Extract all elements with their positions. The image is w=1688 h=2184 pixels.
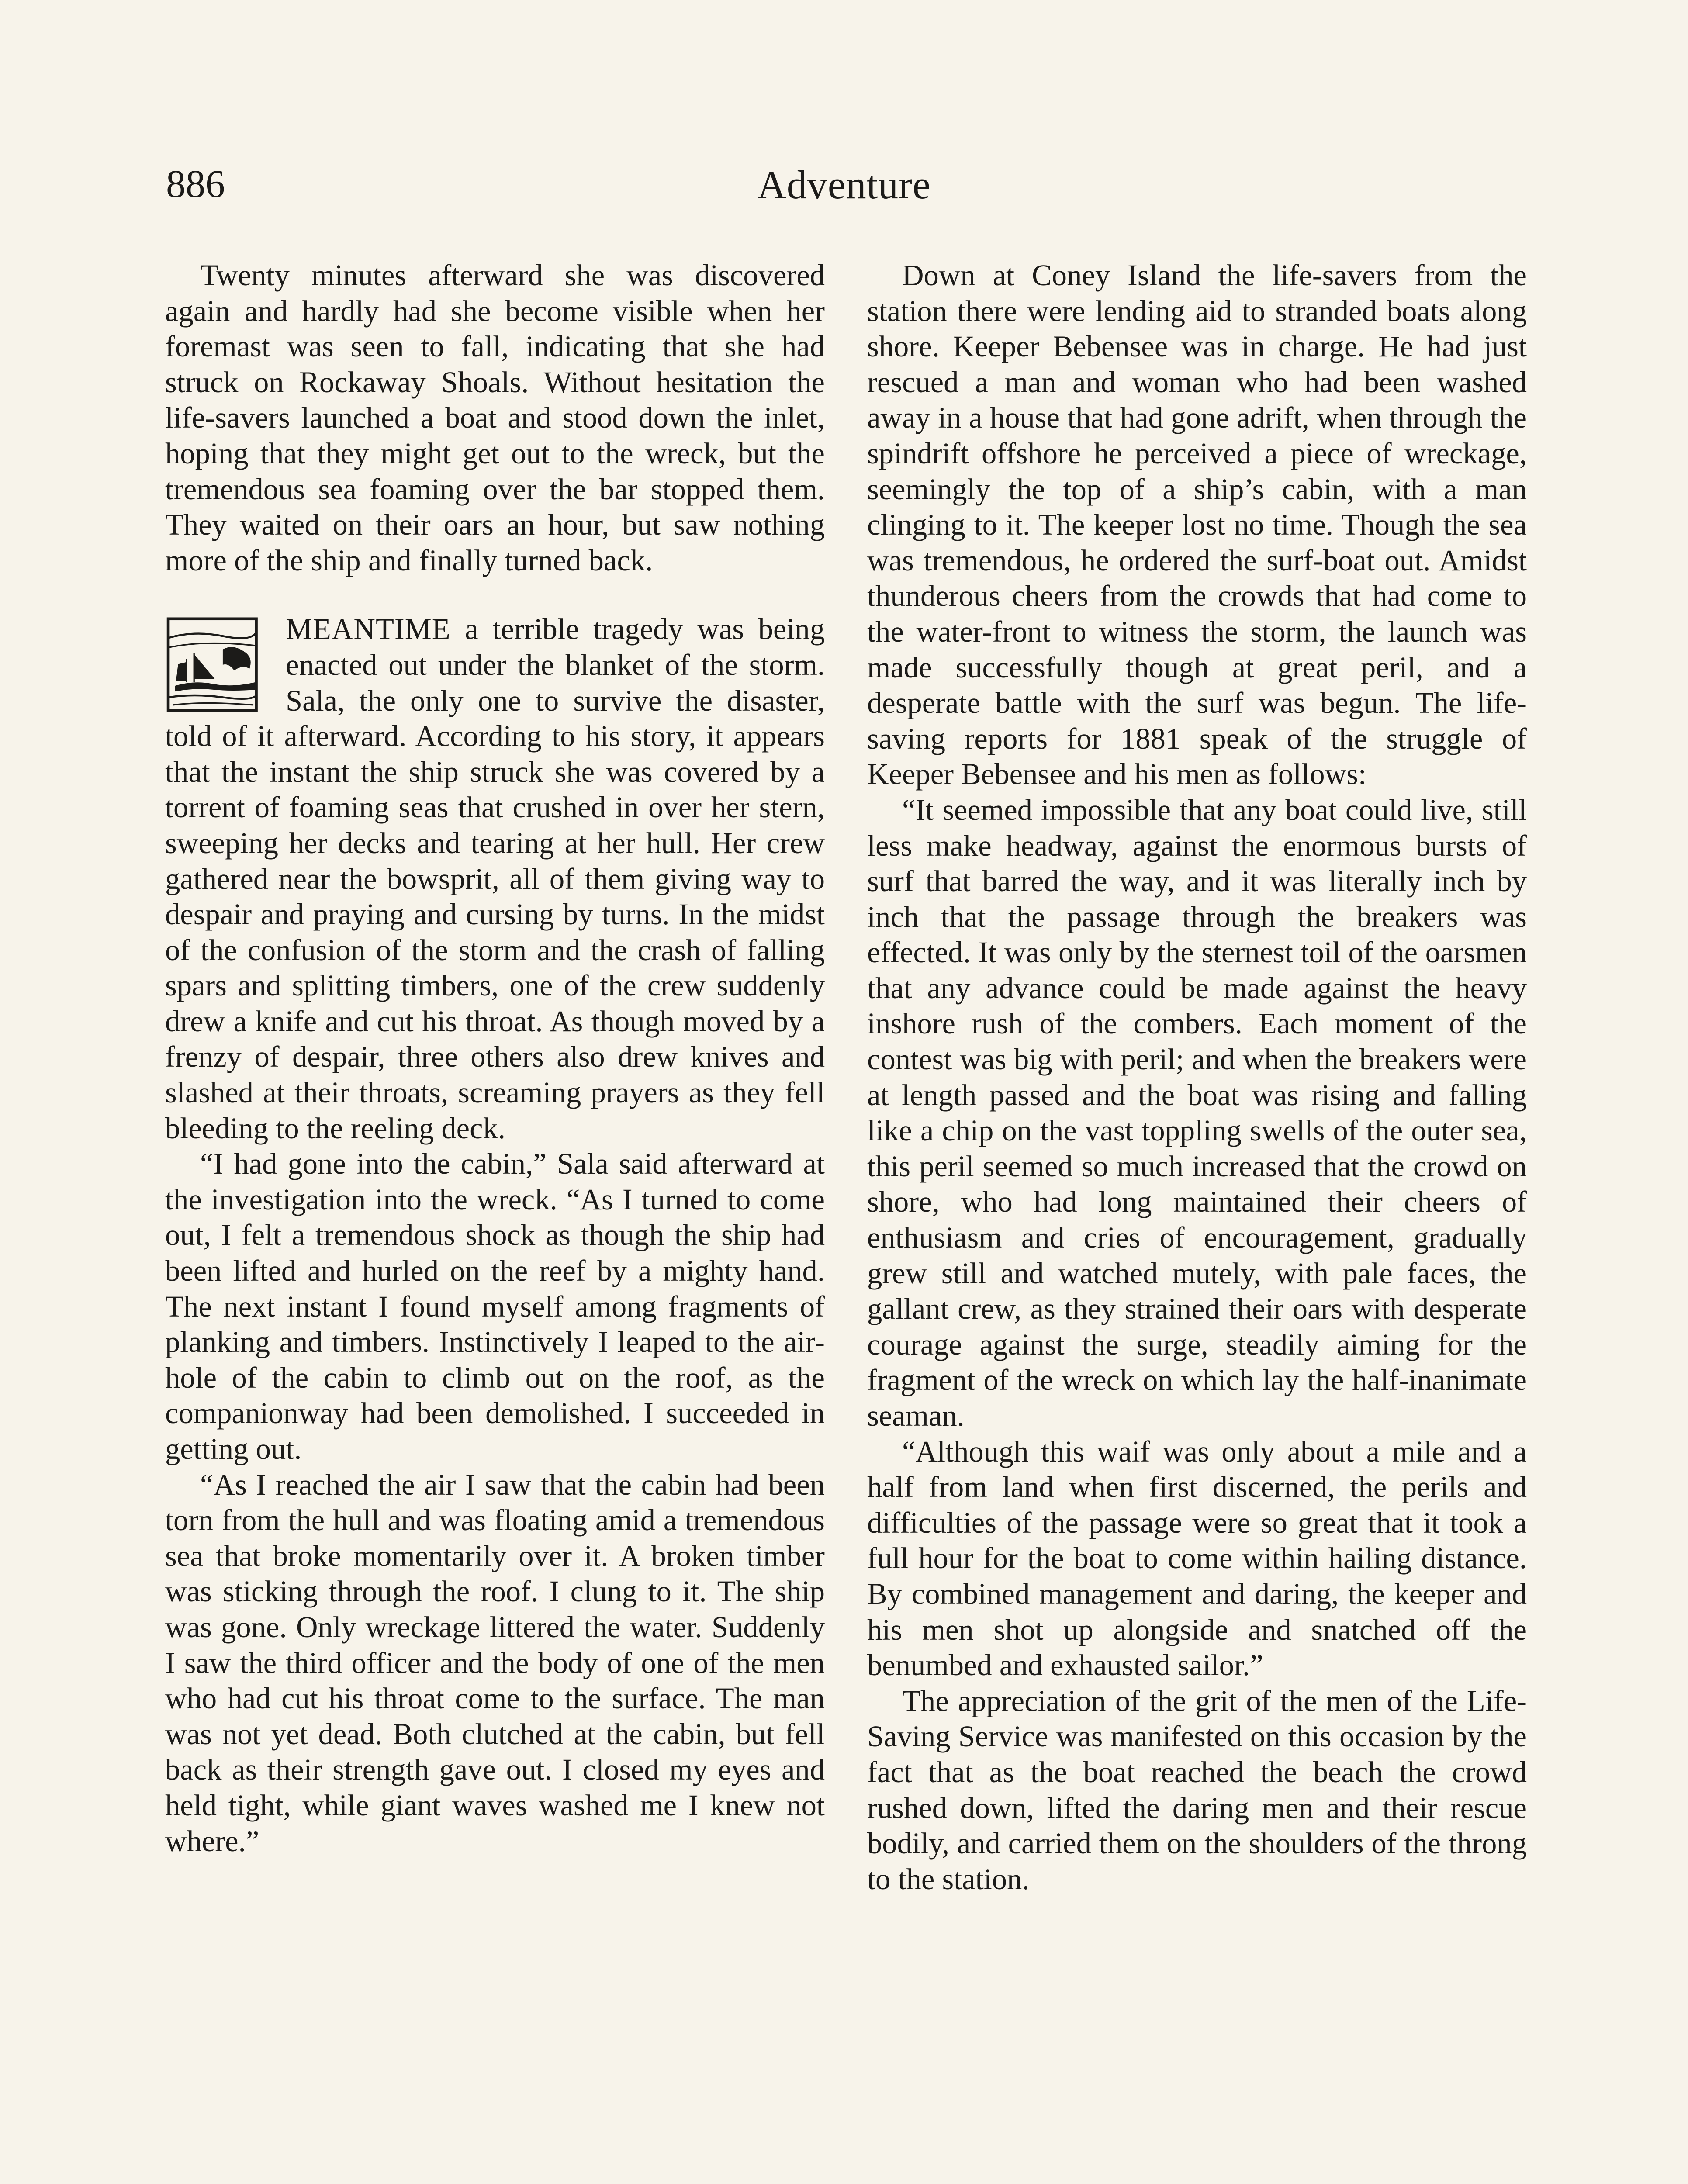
paragraph-text: a terrible tragedy was being enacted out under the blanket of the storm. Sala, the only one to survive the disaster, told of it afterward. According to his story, it appears that the instant the ship struck she was covered by a torrent of foaming seas that crushed in over her stern, sweeping her decks and tearing at her hull. Her crew gathered near the bowsprit, all of them giving way to despair and praying and cursing by turns. In the midst of the confusion of the storm and the crash of falling spars and splitting timbers, one of the crew suddenly drew a knife and cut his throat. As though moved by a frenzy of despair, three others also drew knives and slashed at their throats, screaming prayers as they fell bleeding to the reeling deck. [165,612,825,1145]
paragraph: “As I reached the air I saw that the cabin had been torn from the hull and was floating amid a tremendous sea that broke momentarily over it. A broken timber was sticking through the roof. I clung to it. The ship was gone. Only wreckage littered the water. Suddenly I saw the third officer and the body of one of the men who had cut his throat come to the surface. The man was not yet dead. Both clutched at the cabin, but fell back as their strength gave out. I closed my eyes and held tight, while giant waves washed me I knew not where.” [165,1468,825,1858]
left-column [165,258,825,1859]
paragraph-with-vignette [165,612,825,1146]
paragraph: The appreciation of the grit of the men of the Life-Saving Service was manifested on this occasion by the fact that as the boat reached the beach the crowd rushed down, lifted the daring men and their rescue bodily, and carried them on the shoulders of the throng to the station. [867,1684,1527,1896]
paragraph: Down at Coney Island the life-savers from the station there were lending aid to stranded boats along shore. Keeper Bebensee was in charge. He had just rescued a man and woman who had been washed away in a house that had gone adrift, when through the spindrift offshore he perceived a piece of wreckage, seemingly the top of a ship’s cabin, with a man clinging to it. The keeper lost no time. Though the sea was tremendous, he ordered the surf-boat out. Amidst thunderous cheers from the crowds that had come to the water-front to witness the storm, the launch was made successfully though at great peril, and a desperate battle with the surf was begun. The life-saving reports for 1881 speak of the struggle of Keeper Bebensee and his men as follows: [867,259,1527,791]
running-title: Adventure [757,162,931,207]
paragraph: “I had gone into the cabin,” Sala said afterward at the investigation into the wreck. “As I turned to come out, I felt a tremendous shock as though the ship had been lifted and hurled on the reef by a mighty hand. The next instant I found myself among fragments of planking and timbers. Instinctively I leaped to the air-hole of the cabin to climb out on the roof, as the companionway had been demolished. I succeeded in getting out. [165,1147,825,1465]
ship-vignette-icon [165,615,274,715]
paragraph: “Although this waif was only about a mile and a half from land when first discerned, the perils and difficulties of the passage were so great that it took a full hour for the boat to come within hailing distance. By combined management and daring, the keeper and his men shot up alongside and snatched off the benumbed and exhausted sailor.” [867,1434,1527,1682]
paragraph: Twenty minutes afterward she was discovered again and hardly had she become visible when her foremast was seen to fall, indicating that she had struck on Rockaway Shoals. Without hesitation the life-savers launched a boat and stood down the inlet, hoping that they might get out to the wreck, but the tremendous sea foaming over the bar stopped them. They waited on their oars an hour, but saw nothing more of the ship and finally turned back. [165,259,825,577]
section-lead-word: MEANTIME [286,612,451,646]
paragraph: “It seemed impossible that any boat could live, still less make headway, against the enormous bursts of surf that barred the way, and it was literally inch by inch that the passage through the breakers was effected. It was only by the sternest toil of the oarsmen that any advance could be made against the heavy inshore rush of the combers. Each moment of the contest was big with peril; and when the breakers were at length passed and the boat was rising and falling like a chip on the vast toppling swells of the outer sea, this peril seemed so much increased that the crowd on shore, who had long maintained their cheers of enthusiasm and cries of encouragement, gradually grew still and watched mutely, with pale faces, the gallant crew, as they strained their oars with desperate courage against the surge, steadily aiming for the fragment of the wreck on which lay the half-inanimate seaman. [867,793,1527,1432]
right-column [867,258,1527,1897]
page-header [166,162,1522,214]
page-number: 886 [166,162,225,206]
